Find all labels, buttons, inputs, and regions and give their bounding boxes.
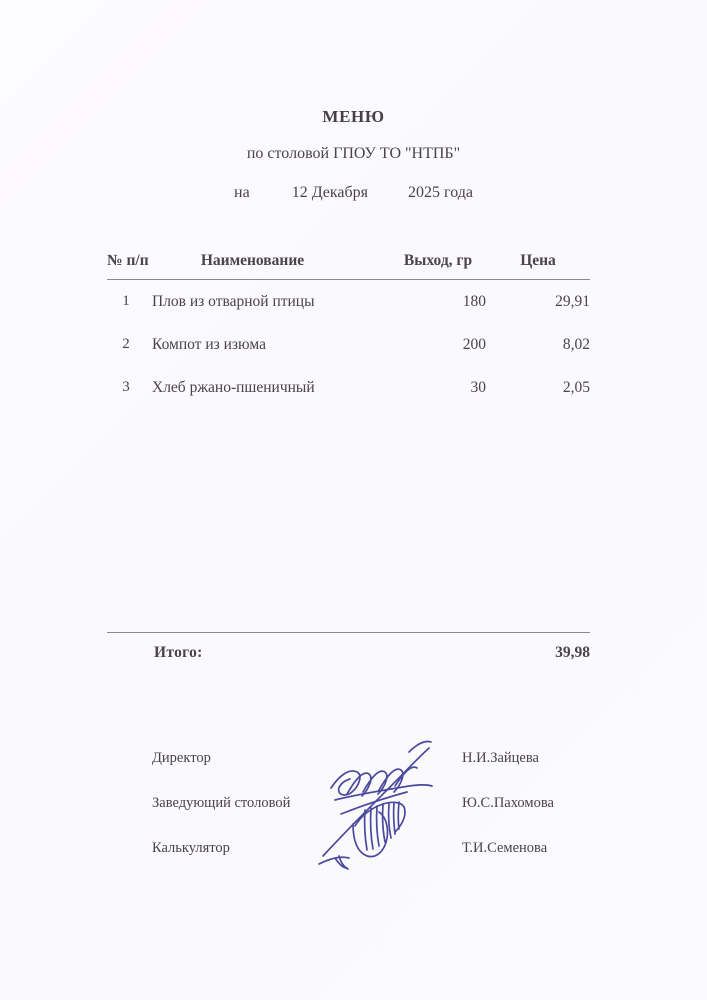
signature-role: Калькулятор — [152, 840, 230, 856]
row-price: 29,91 — [555, 292, 590, 310]
document-subtitle: по столовой ГПОУ ТО "НТПБ" — [246, 145, 461, 162]
total-value: 39,98 — [555, 644, 590, 661]
table-row — [107, 280, 590, 323]
date-year: 2025 года — [408, 184, 473, 201]
row-item-name: Хлеб ржано-пшеничный — [152, 378, 315, 396]
signature-row — [0, 840, 707, 885]
column-header-name: Наименование — [200, 252, 305, 269]
row-price: 2,05 — [562, 378, 590, 396]
signature-person: Н.И.Зайцева — [462, 750, 539, 766]
total-section — [107, 632, 590, 662]
row-number: 1 — [122, 293, 130, 309]
row-output: 30 — [470, 378, 486, 396]
signature-role: Директор — [152, 750, 211, 766]
row-item-name: Компот из изюма — [152, 335, 266, 353]
row-output: 180 — [462, 292, 486, 310]
signature-row — [0, 750, 707, 795]
signature-block — [0, 750, 707, 885]
row-output: 200 — [462, 335, 486, 353]
total-label: Итого: — [154, 644, 203, 661]
row-number: 2 — [122, 336, 130, 352]
page-title: МЕНЮ — [322, 107, 385, 126]
table-row — [107, 366, 590, 409]
table-row — [107, 323, 590, 366]
date-prefix: на — [234, 184, 250, 201]
total-row — [107, 633, 590, 662]
column-header-price: Цена — [520, 252, 556, 269]
signature-person: Т.И.Семенова — [462, 840, 548, 856]
document-date — [0, 184, 707, 202]
column-header-output: Выход, гр — [403, 252, 473, 269]
signature-person: Ю.С.Пахомова — [462, 795, 554, 811]
menu-table — [107, 252, 590, 409]
table-body — [107, 280, 590, 409]
date-day-month: 12 Декабря — [291, 184, 369, 201]
row-price: 8,02 — [562, 335, 590, 353]
signature-row — [0, 795, 707, 840]
row-number: 3 — [122, 379, 130, 395]
column-header-number: № п/п — [107, 252, 149, 269]
signature-role: Заведующий столовой — [152, 795, 291, 811]
row-item-name: Плов из отварной птицы — [152, 292, 315, 310]
table-header-row — [107, 252, 590, 279]
